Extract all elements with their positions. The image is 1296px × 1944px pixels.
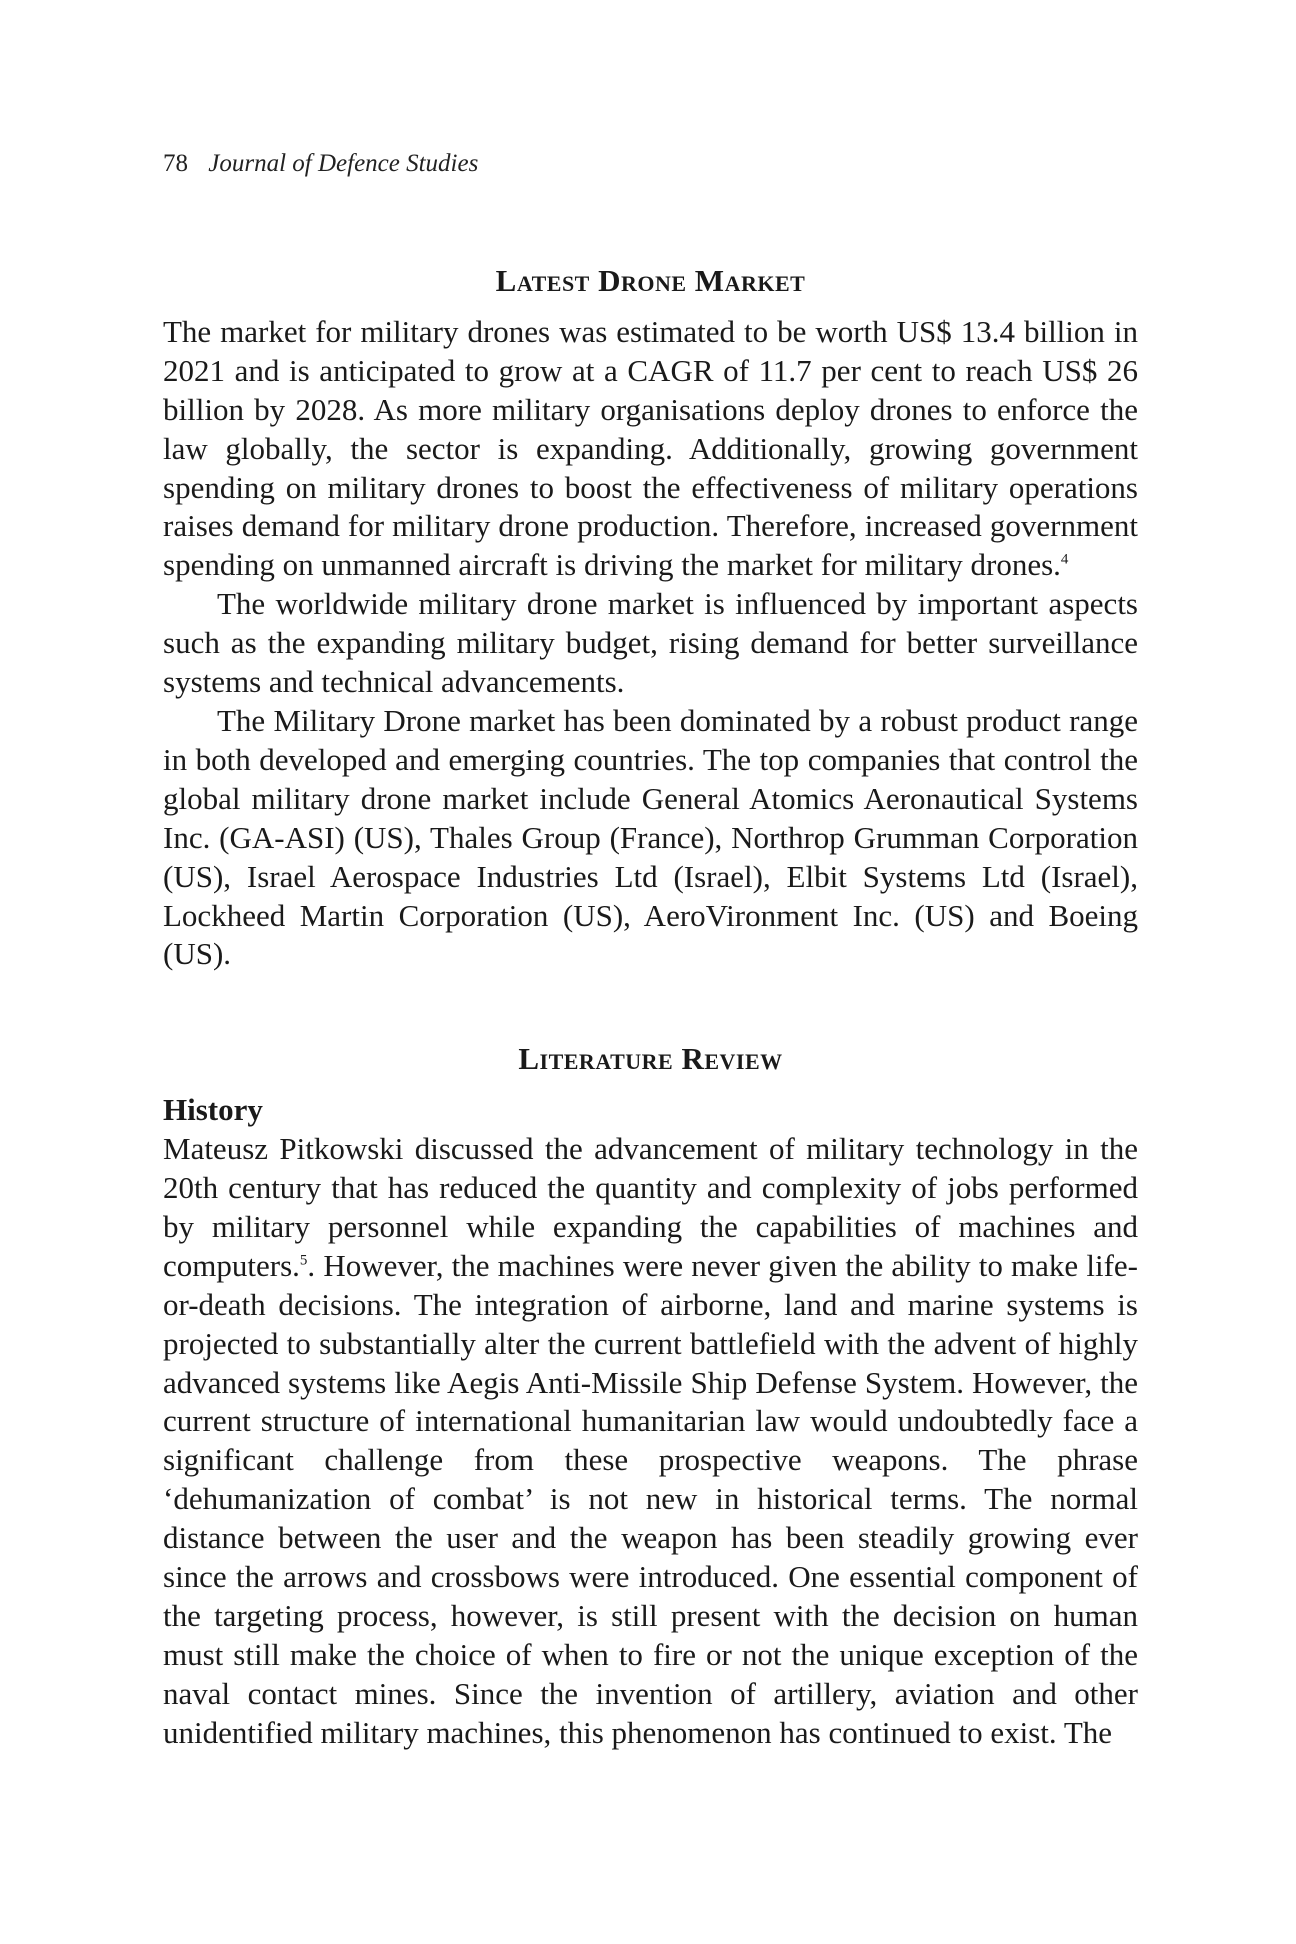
paragraph-text: Mateusz Pitkowski discussed the advancement of military technology in the 20th century that has reduced the quantity and complexity of jobs performed by military personnel while expanding the capabilities of machines and computers. <box>163 1131 1138 1283</box>
section-title-drone-market: Latest Drone Market <box>495 263 806 298</box>
page-number: 78 <box>163 150 188 177</box>
paragraph-text: The market for military drones was estimated to be worth US$ 13.4 billion in 2021 and is anticipated to grow at a CAGR of 11.7 per cent to reach US$ 26 billion by 2028. As more military organisations deploy drones to enforce the law globally, the sector is expanding. Additionally, growing government spending on military drones to boost the effectiveness of military operations raises demand for military drone production. Therefore, increased government spending on unmanned aircraft is driving the market for military drones. <box>163 313 1138 583</box>
paragraph-text: . However, the machines were never given the ability to make life-or-death decisions. The integration of airborne, land and marine systems is projected to substantially alter the current battlefield with the advent of highly advanced systems like Aegis Anti-Missile Ship Defense System. However, the current structure of international humanitarian law would undoubtedly face a significant challenge from these prospective weapons. The phrase ‘dehumanization of combat’ is not new in historical terms. The normal distance between the user and the weapon has been steadily growing ever since the arrows and crossbows were introduced. One essential component of the targeting process, however, is still present with the decision on human must still make the choice of when to fire or not the unique exception of the naval contact mines. Since the invention of artillery, aviation and other unidentified military machines, this phenomenon has continued to exist. The <box>163 1247 1138 1750</box>
paragraph <box>163 313 1138 585</box>
journal-title: Journal of Defence Studies <box>208 150 479 177</box>
article-body <box>163 262 1138 1753</box>
paragraph: The Military Drone market has been dominated by a robust product range in both developed and emerging countries. The top companies that control the global military drone market include General Atomics Aeronautical Systems Inc. (GA-ASI) (US), Thales Group (France), Northrop Grumman Corporation (US), Israel Aerospace Industries Ltd (Israel), Elbit Systems Ltd (Israel), Lockheed Martin Corporation (US), AeroVironment Inc. (US) and Boeing (US). <box>163 702 1138 972</box>
paragraph: The worldwide military drone market is influenced by important aspects such as the expanding military budget, rising demand for better surveillance systems and technical advancements. <box>163 586 1138 700</box>
subheading-history: History <box>163 1092 263 1128</box>
paragraph <box>163 1130 1138 1753</box>
footnote-ref[interactable]: 4 <box>1060 552 1069 569</box>
footnote-ref[interactable]: 5 <box>299 1252 308 1269</box>
section-gap <box>163 974 1138 1040</box>
section-title-literature-review: Literature Review <box>518 1041 783 1077</box>
running-head <box>163 150 478 178</box>
